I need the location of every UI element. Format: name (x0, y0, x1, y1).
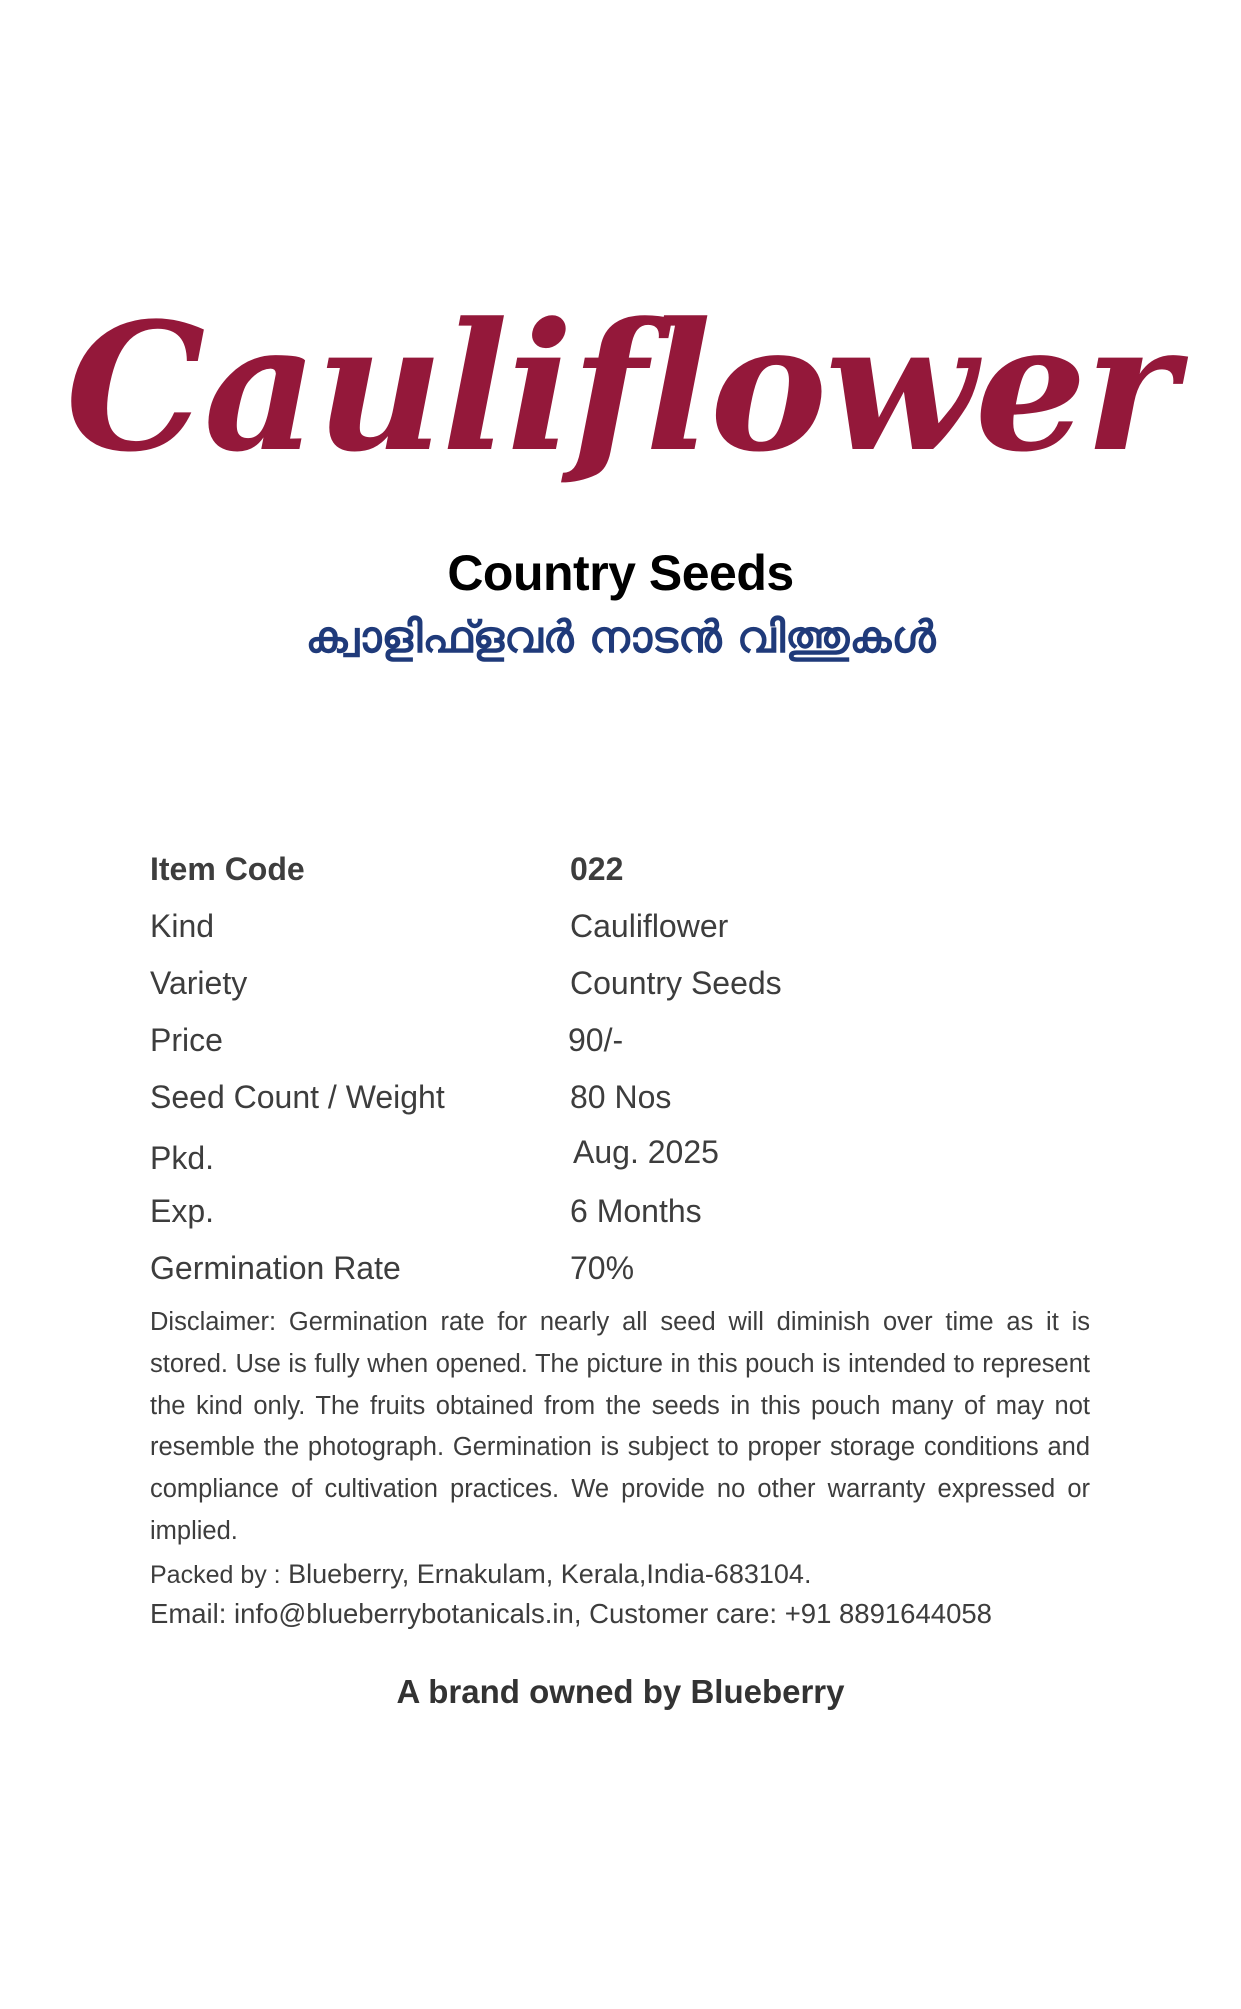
spec-label: Item Code (150, 851, 305, 887)
malayalam-title: ക്വാളിഫ്ളവർ നാടൻ വിത്തുകൾ (305, 612, 936, 663)
spec-value: Aug. 2025 (573, 1134, 719, 1170)
spec-label: Pkd. (150, 1140, 215, 1176)
spec-value: 6 Months (570, 1193, 702, 1229)
spec-row-expiry (150, 1188, 1100, 1245)
contact-line: Email: info@blueberrybotanicals.in, Customer care: +91 8891644058 (150, 1598, 992, 1629)
spec-value: 022 (570, 851, 624, 887)
spec-row-item-code (150, 846, 1100, 903)
spec-row-germination (150, 1245, 1100, 1302)
spec-row-kind (150, 903, 1100, 960)
spec-label: Germination Rate (150, 1250, 401, 1286)
spec-label: Seed Count / Weight (150, 1079, 445, 1115)
spec-value: 80 Nos (570, 1079, 672, 1115)
spec-value: Country Seeds (570, 965, 782, 1001)
spec-label: Exp. (150, 1193, 215, 1229)
brand-line: A brand owned by Blueberry (396, 1673, 845, 1710)
packed-by-label: Packed by : (150, 1561, 281, 1589)
product-title: Cauliflower (65, 284, 1176, 491)
spec-row-seed-count (150, 1074, 1100, 1131)
disclaimer-text: Disclaimer: Germination rate for nearly all seed will diminish over time as it is stored. Use is fully when opened. The picture in this pouch is intended to represent the kind only. The fruits obtained from the seeds in this pouch many of may not resemble the photograph. Germination is subject to proper storage conditions and compliance of cultivation practices. We provide no other warranty expressed or implied. (150, 1308, 1090, 1545)
spec-row-variety (150, 960, 1100, 1017)
spec-value: 90/- (568, 1022, 624, 1058)
product-subtitle: Country Seeds (447, 545, 794, 601)
packed-by (150, 1554, 1110, 1595)
packer-address: Blueberry, Ernakulam, Kerala,India-683104. (288, 1559, 812, 1589)
spec-label: Price (150, 1022, 223, 1058)
spec-value: Cauliflower (570, 908, 729, 944)
spec-row-packed (150, 1131, 1100, 1188)
spec-row-price (150, 1017, 1100, 1074)
spec-label: Variety (150, 965, 248, 1001)
spec-table (150, 846, 1100, 1302)
spec-value: 70% (570, 1250, 635, 1286)
spec-label: Kind (150, 908, 215, 944)
